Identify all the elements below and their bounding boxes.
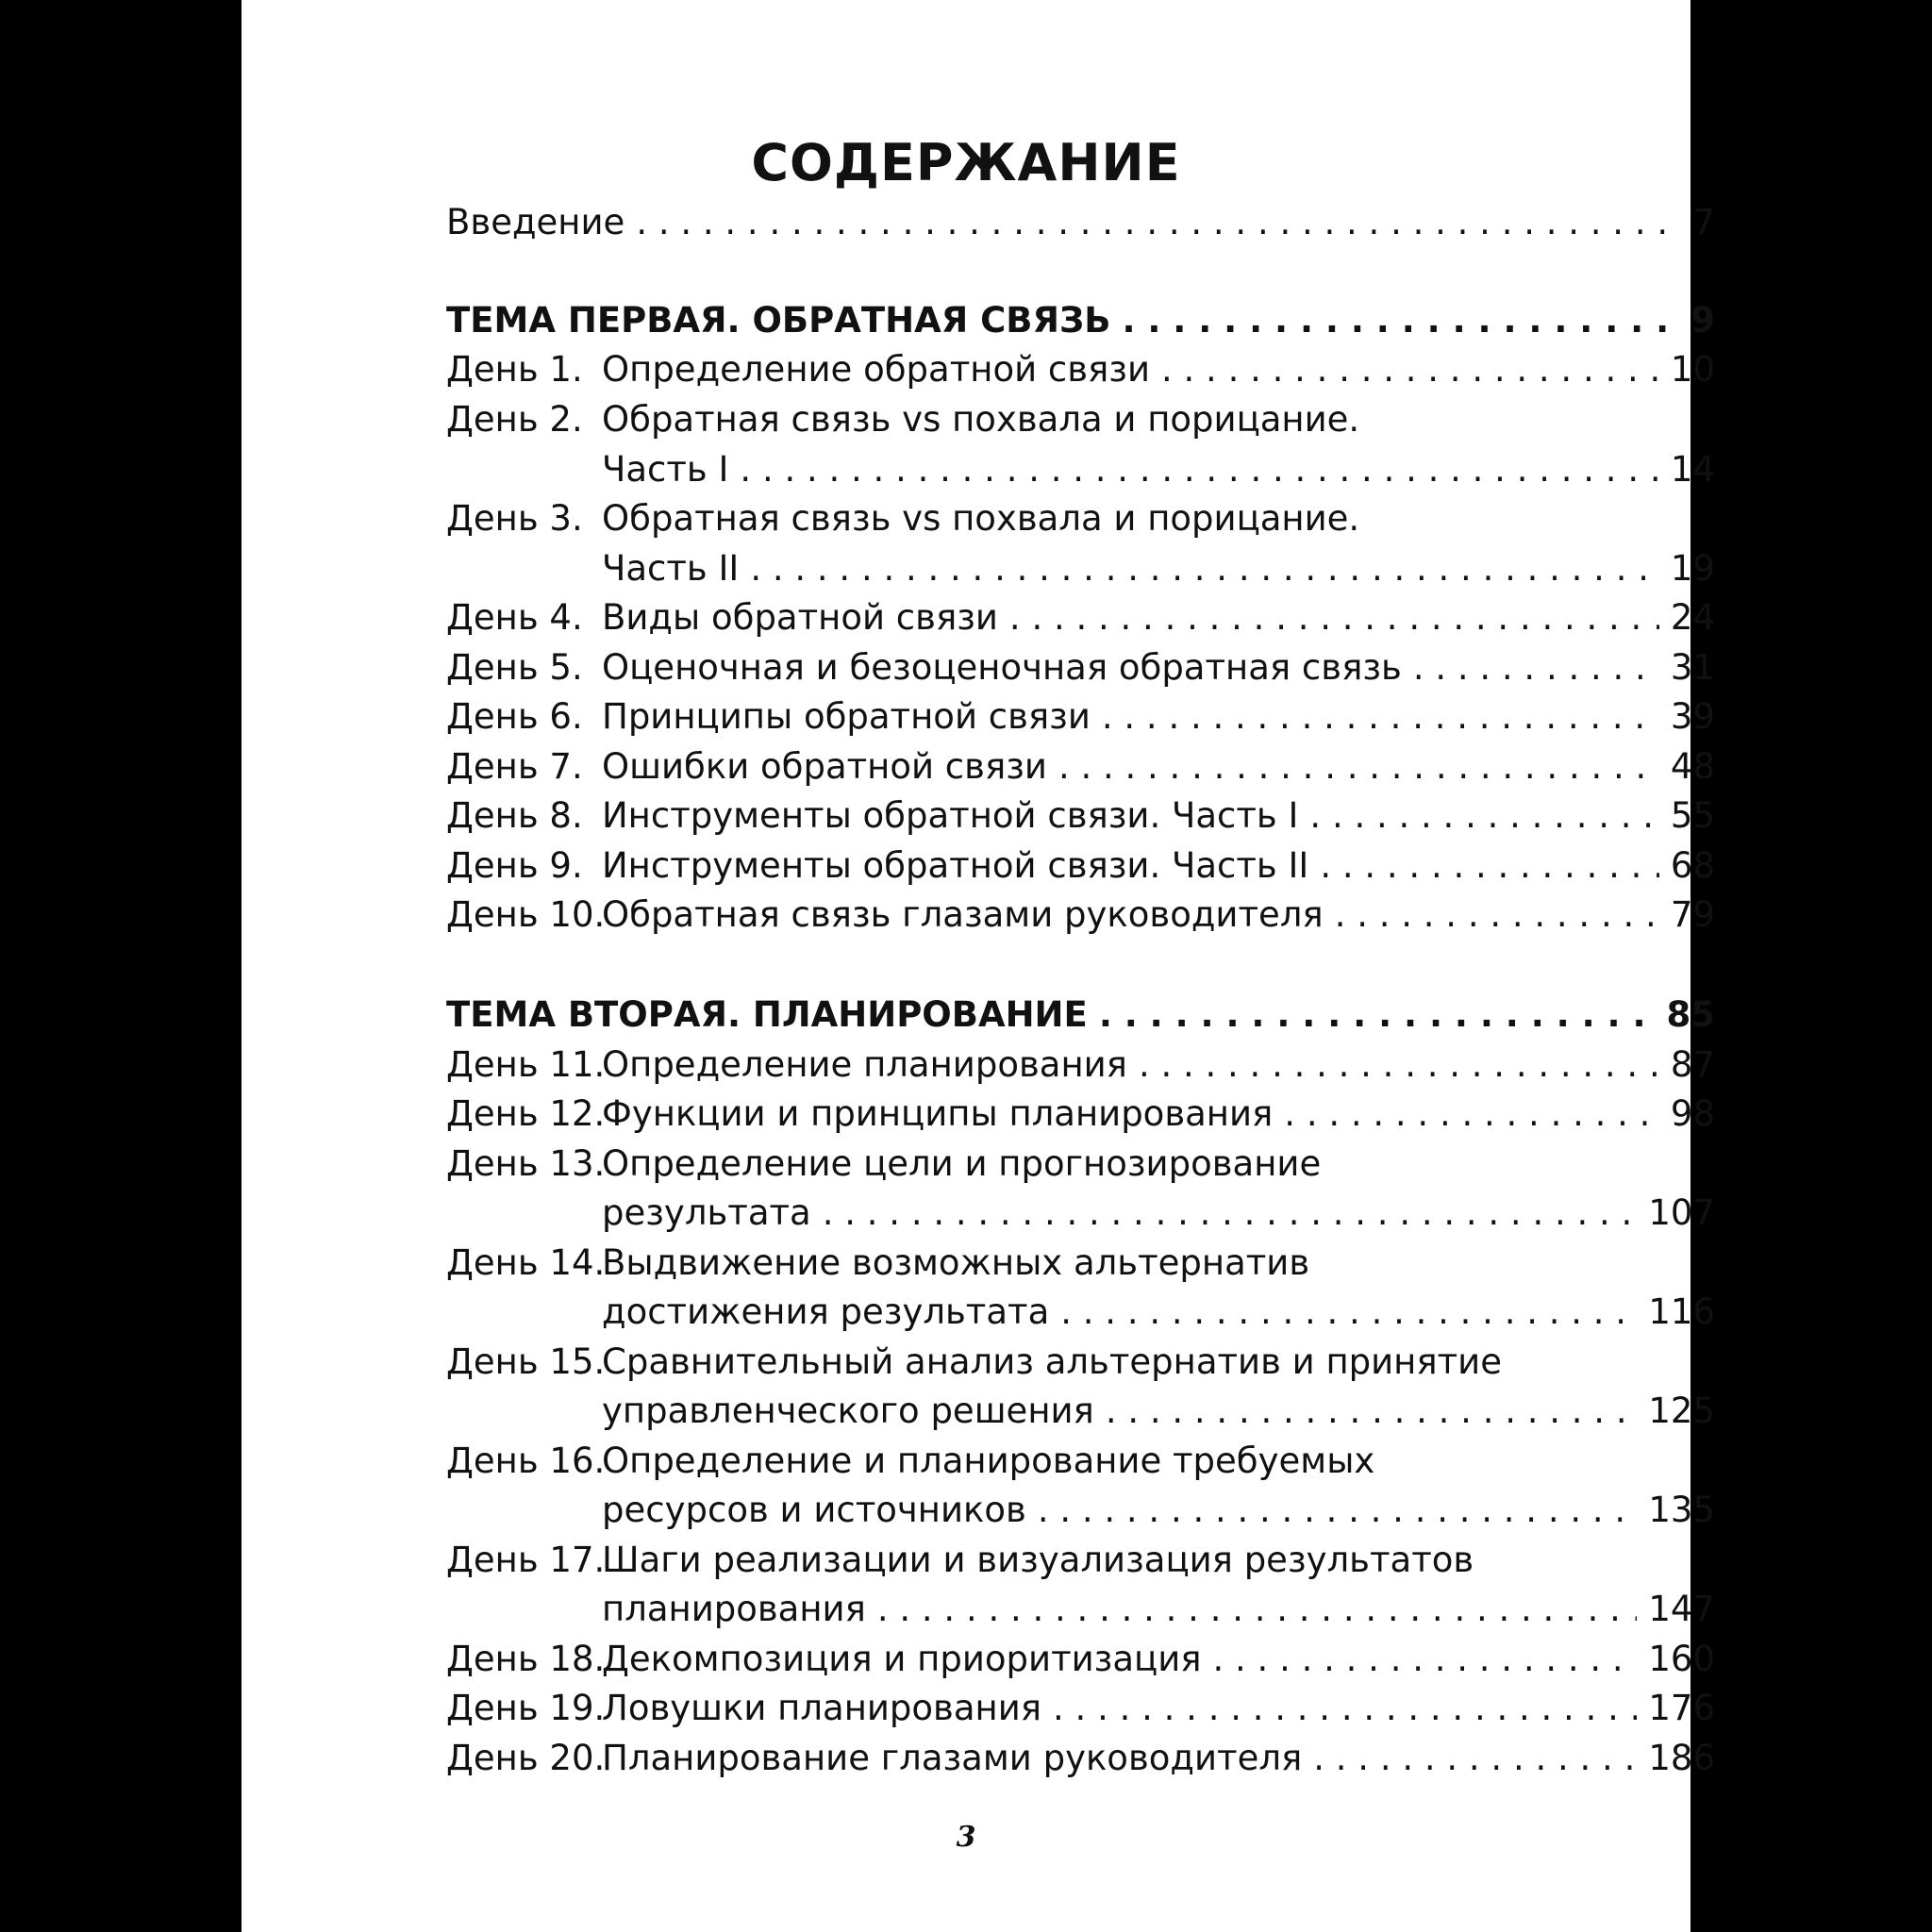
dot-leader xyxy=(1213,1635,1638,1684)
book-page xyxy=(242,0,1715,1932)
day-label: День 1. xyxy=(446,349,583,390)
theme-heading: ТЕМА ПЕРВАЯ. ОБРАТНАЯ СВЯЗЬ xyxy=(446,300,1111,341)
toc-page-number: 9 xyxy=(1690,300,1715,341)
toc-entry-label: Виды обратной связи xyxy=(602,597,998,638)
dot-leader xyxy=(1038,1486,1638,1535)
toc-entry-label: Сравнительный анализ альтернатив и принятие xyxy=(602,1341,1502,1382)
toc-entry-label: Оценочная и безоценочная обратная связь xyxy=(602,647,1402,688)
toc-page-number: 87 xyxy=(1670,1044,1715,1085)
toc-entry xyxy=(602,742,1715,791)
dot-leader xyxy=(1102,692,1659,741)
toc-page-number: 116 xyxy=(1648,1291,1715,1332)
toc-page-number: 7 xyxy=(1692,202,1715,242)
toc-entry xyxy=(602,841,1715,891)
toc-entry xyxy=(602,1684,1715,1733)
toc-entry xyxy=(602,544,1715,593)
toc-page-number: 176 xyxy=(1648,1688,1715,1728)
toc-entry-label: Планирование глазами руководителя xyxy=(602,1738,1303,1778)
toc-entry xyxy=(602,1585,1715,1634)
toc-entry-label: Введение xyxy=(446,202,625,242)
toc-page-number: 85 xyxy=(1666,994,1715,1035)
toc-entry-label-cont: Часть II xyxy=(602,548,740,589)
toc-entry-label: Ошибки обратной связи xyxy=(602,746,1047,787)
page-number: 3 xyxy=(956,1821,976,1854)
toc-entry-label: Инструменты обратной связи. Часть II xyxy=(602,845,1309,886)
toc-entry xyxy=(602,891,1715,940)
toc-page-number: 68 xyxy=(1670,845,1715,886)
day-label: День 17. xyxy=(446,1540,606,1580)
day-label: День 9. xyxy=(446,845,583,886)
toc-page-number: 107 xyxy=(1648,1192,1715,1233)
toc-entry xyxy=(602,692,1715,741)
toc-page-number: 48 xyxy=(1670,746,1715,787)
toc-entry xyxy=(602,593,1715,642)
toc-entry xyxy=(602,1288,1715,1337)
day-label: День 2. xyxy=(446,399,583,440)
toc-page-number: 98 xyxy=(1670,1093,1715,1134)
toc-page-number: 79 xyxy=(1670,894,1715,935)
dot-leader xyxy=(740,445,1658,494)
dot-leader xyxy=(1009,593,1659,642)
day-label: День 6. xyxy=(446,696,583,737)
toc-entry-label: Обратная связь глазами руководителя xyxy=(602,894,1324,935)
dot-leader xyxy=(1335,891,1659,940)
page-title: СОДЕРЖАНИЕ xyxy=(751,133,1181,192)
toc-page-number: 14 xyxy=(1670,449,1715,490)
toc-entry-label-cont: достижения результата xyxy=(602,1291,1050,1332)
dot-leader xyxy=(877,1585,1638,1634)
toc-entry-label: Определение планирования xyxy=(602,1044,1127,1085)
day-label: День 5. xyxy=(446,647,583,688)
toc-page-number: 125 xyxy=(1648,1391,1715,1431)
toc-entry-label: Обратная связь vs похвала и порицание. xyxy=(602,399,1360,440)
dot-leader xyxy=(750,544,1659,593)
toc-entry xyxy=(602,1635,1715,1684)
toc-entry-label: Выдвижение возможных альтернатив xyxy=(602,1242,1310,1283)
toc-page-number: 19 xyxy=(1670,548,1715,589)
dot-leader xyxy=(1060,1288,1637,1337)
toc-entry xyxy=(602,1486,1715,1535)
toc-entry xyxy=(602,791,1715,841)
toc-page-number: 147 xyxy=(1648,1589,1715,1629)
day-label: День 8. xyxy=(446,795,583,836)
dot-leader xyxy=(1313,1734,1637,1783)
dot-leader xyxy=(1053,1684,1637,1733)
toc-entry-label: Принципы обратной связи xyxy=(602,696,1091,737)
day-label: День 14. xyxy=(446,1242,606,1283)
day-label: День 15. xyxy=(446,1341,606,1382)
toc-entry xyxy=(602,1387,1715,1436)
toc-entry-label-cont: планирования xyxy=(602,1589,866,1629)
theme-heading: ТЕМА ВТОРАЯ. ПЛАНИРОВАНИЕ xyxy=(446,994,1088,1035)
toc-entry xyxy=(602,345,1715,394)
dot-leader xyxy=(1284,1090,1659,1139)
toc-page-number: 39 xyxy=(1670,696,1715,737)
day-label: День 19. xyxy=(446,1688,606,1728)
dot-leader xyxy=(1122,296,1679,345)
toc-entry-label: Функции и принципы планирования xyxy=(602,1093,1274,1134)
dot-leader xyxy=(1309,791,1658,841)
toc-entry-label: Шаги реализации и визуализация результатов xyxy=(602,1540,1474,1580)
toc-page-number: 24 xyxy=(1670,597,1715,638)
dot-leader xyxy=(1139,1041,1659,1090)
toc-entry-label-cont: Часть I xyxy=(602,449,729,490)
toc-page-number: 31 xyxy=(1670,647,1715,688)
day-label: День 7. xyxy=(446,746,583,787)
day-label: День 3. xyxy=(446,498,583,539)
toc-entry-label-cont: управленческого решения xyxy=(602,1391,1094,1431)
toc-entry-label: Определение обратной связи xyxy=(602,349,1151,390)
day-label: День 11. xyxy=(446,1044,606,1085)
dot-leader xyxy=(1161,345,1659,394)
day-label: День 12. xyxy=(446,1093,606,1134)
day-label: День 13. xyxy=(446,1143,606,1184)
toc-entry xyxy=(602,445,1715,494)
day-label: День 18. xyxy=(446,1639,606,1679)
toc-page-number: 135 xyxy=(1648,1490,1715,1530)
toc-entry-label: Декомпозиция и приоритизация xyxy=(602,1639,1202,1679)
toc-entry xyxy=(602,1090,1715,1139)
toc-entry-intro xyxy=(446,198,1715,247)
day-label: День 20. xyxy=(446,1738,606,1778)
dot-leader xyxy=(1413,643,1659,692)
dot-leader xyxy=(1058,742,1659,791)
toc-page-number: 160 xyxy=(1648,1639,1715,1679)
dot-leader xyxy=(823,1189,1638,1238)
day-label: День 16. xyxy=(446,1441,606,1481)
dot-leader xyxy=(1106,1387,1638,1436)
toc-entry-label: Определение цели и прогнозирование xyxy=(602,1143,1322,1184)
toc-page-number: 55 xyxy=(1670,795,1715,836)
toc-entry-label: Ловушки планирования xyxy=(602,1688,1042,1728)
toc-entry-label-cont: ресурсов и источников xyxy=(602,1490,1026,1530)
toc-entry xyxy=(602,1041,1715,1090)
toc-entry-label-cont: результата xyxy=(602,1192,811,1233)
toc-entry-label: Обратная связь vs похвала и порицание. xyxy=(602,498,1360,539)
dot-leader xyxy=(1320,841,1659,891)
toc-entry-label: Определение и планирование требуемых xyxy=(602,1441,1375,1481)
toc-entry xyxy=(602,1189,1715,1238)
toc-entry xyxy=(602,1734,1715,1783)
toc-entry-label: Инструменты обратной связи. Часть I xyxy=(602,795,1299,836)
dot-leader xyxy=(636,198,1681,247)
toc-page-number: 10 xyxy=(1670,349,1715,390)
toc-entry xyxy=(602,643,1715,692)
toc-theme-2 xyxy=(446,991,1715,1040)
toc-page-number: 186 xyxy=(1648,1738,1715,1778)
day-label: День 4. xyxy=(446,597,583,638)
toc-theme-1 xyxy=(446,296,1715,345)
day-label: День 10. xyxy=(446,894,606,935)
dot-leader xyxy=(1099,991,1656,1040)
